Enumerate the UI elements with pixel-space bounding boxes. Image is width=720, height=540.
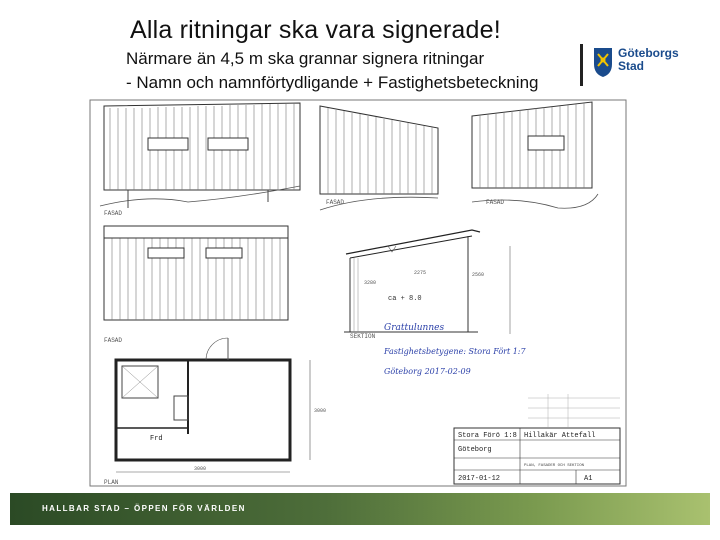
label-dim-height: 3000 [314, 408, 327, 414]
goteborg-logo [580, 44, 690, 86]
label-section: SEKTION [350, 333, 376, 340]
label-dim-width: 3000 [194, 466, 207, 472]
slide-title: Alla ritningar ska vara signerade! [130, 16, 501, 44]
footer-banner [10, 493, 710, 525]
signature-name: Grattulunnes [384, 323, 445, 333]
logo-line2: Stad [618, 59, 645, 73]
label-fasad-2: FASAD [326, 199, 345, 206]
label-fasad-4: FASAD [104, 337, 123, 344]
tb-owner: Hillakär Attefall [524, 432, 596, 440]
slide-subtitle-name-property: - Namn och namnförtydligande + Fastighetsbeteckning [126, 73, 539, 92]
label-room: Frd [150, 435, 163, 443]
architectural-drawing [88, 98, 628, 488]
footer-slogan: HALLBAR STAD – ÖPPEN FÖR VÄRLDEN [42, 504, 246, 513]
label-dim-a: 2275 [414, 270, 427, 276]
label-fasad-1: FASAD [104, 210, 123, 217]
signature-property: Fastighetsbetygene: Stora Fört 1:7 [384, 347, 526, 356]
logo-text [618, 47, 679, 73]
crest-icon [592, 46, 614, 78]
signature-date: Göteborg 2017-02-09 [384, 367, 471, 376]
label-fasad-3: FASAD [486, 199, 505, 206]
label-plan: PLAN [104, 479, 119, 486]
logo-line1: Göteborgs [618, 46, 679, 60]
label-dim-c: 3280 [364, 280, 377, 286]
tb-property: Stora Förö 1:8 [458, 432, 517, 440]
slide-subtitle-neighbors: Närmare än 4,5 m ska grannar signera ritningar [126, 49, 485, 68]
logo-divider [580, 44, 583, 86]
label-dim-b: 2560 [472, 272, 485, 278]
tb-date: 2017-01-12 [458, 475, 501, 483]
tb-content: PLAN, FASADER OCH SEKTION [524, 464, 585, 468]
tb-sheet: A1 [584, 475, 593, 483]
tb-city: Göteborg [458, 446, 492, 454]
label-slope: ca + 8.0 [388, 295, 422, 303]
